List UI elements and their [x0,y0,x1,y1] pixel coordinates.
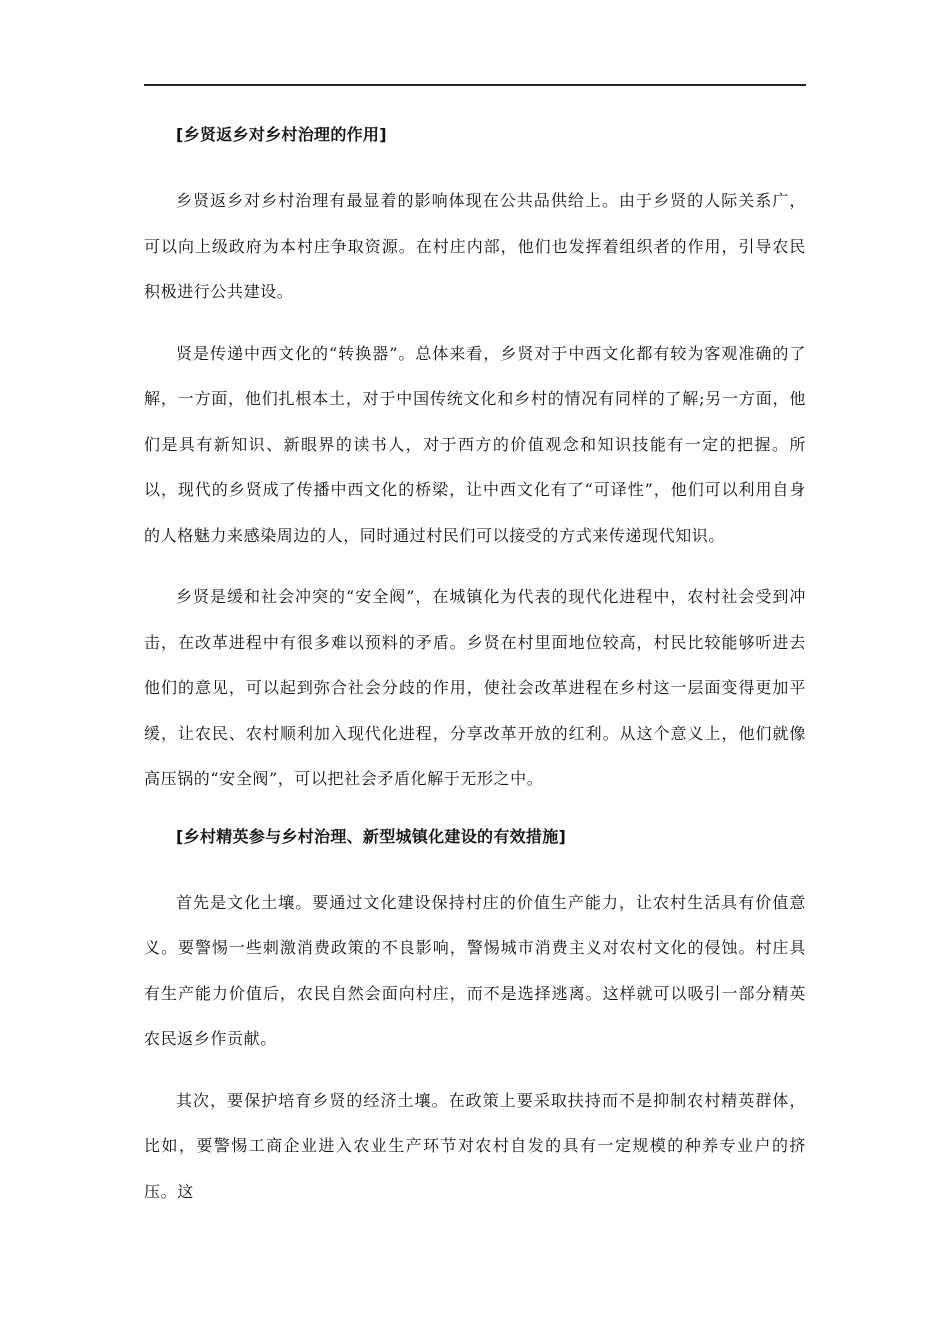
section-heading: [乡村精英参与乡村治理、新型城镇化建设的有效措施] [176,826,567,846]
body-paragraph: 首先是文化土壤。要通过文化建设保持村庄的价值生产能力，让农村生活具有价值意义。要警惕一些刺激消费政策的不良影响，警惕城市消费主义对农村文化的侵蚀。村庄具有生产能力价值后，农民自然会面向村庄，而不是选择逃离。这样就可以吸引一部分精英农民返乡作贡献。 [144,892,806,1048]
body-paragraph: 乡贤返乡对乡村治理有最显着的影响体现在公共品供给上。由于乡贤的人际关系广，可以向上级政府为本村庄争取资源。在村庄内部，他们也发挥着组织者的作用，引导农民积极进行公共建设。 [144,191,806,301]
body-paragraph: 其次，要保护培育乡贤的经济土壤。在政策上要采取扶持而不是抑制农村精英群体，比如，要警惕工商企业进入农业生产环节对农村自发的具有一定规模的种养专业户的挤压。这 [144,1090,806,1201]
header-rule [144,84,806,86]
document-body [144,116,806,1230]
body-paragraph: 贤是传递中西文化的“转换器”。总体来看，乡贤对于中西文化都有较为客观准确的了解，一方面，他们扎根本土，对于中国传统文化和乡村的情况有同样的了解;另一方面，他们是具有新知识、新眼界的读书人，对于西方的价值观念和知识技能有一定的把握。所以，现代的乡贤成了传播中西文化的桥梁，让中西文化有了“可译性”，他们可以利用自身的人格魅力来感染周边的人，同时通过村民们可以接受的方式来传递现代知识。 [144,343,806,545]
body-paragraph: 乡贤是缓和社会冲突的“安全阀”，在城镇化为代表的现代化进程中，农村社会受到冲击，在改革进程中有很多难以预料的矛盾。乡贤在村里面地位较高，村民比较能够听进去他们的意见，可以起到弥合社会分歧的作用，使社会改革进程在乡村这一层面变得更加平缓，让农民、农村顺利加入现代化进程，分享改革开放的红利。从这个意义上，他们就像高压锅的“安全阀”，可以把社会矛盾化解于无形之中。 [144,587,806,788]
section-heading: [乡贤返乡对乡村治理的作用] [176,125,387,144]
